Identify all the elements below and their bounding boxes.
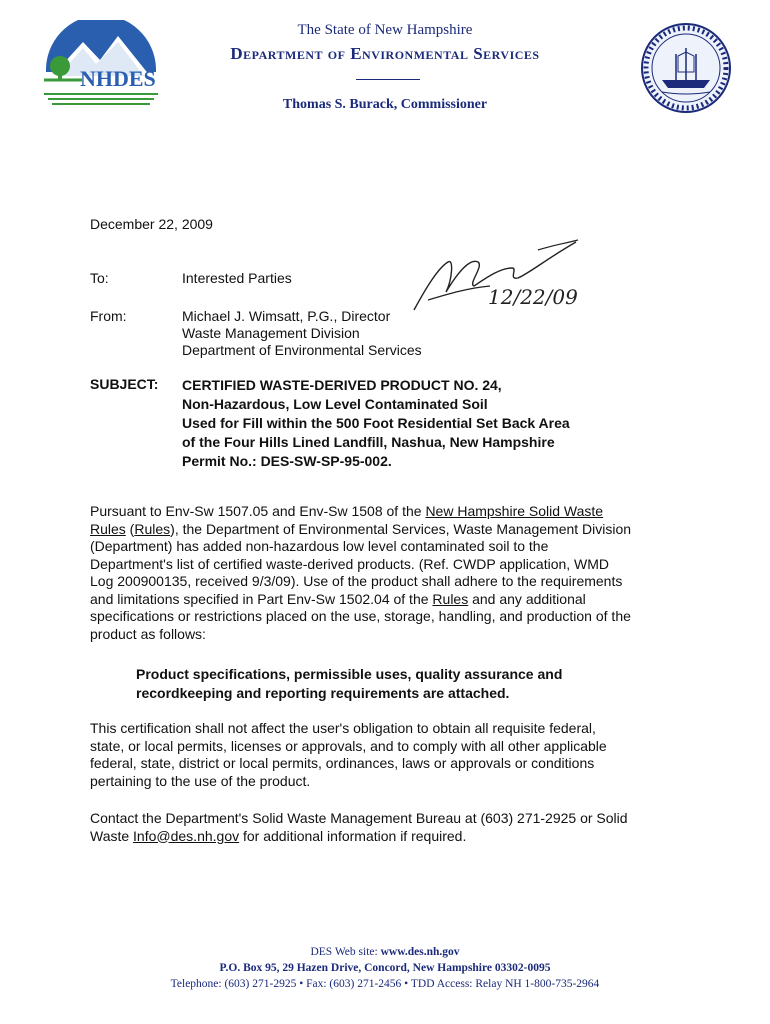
to-value: Interested Parties [182, 270, 292, 286]
from-line-1: Michael J. Wimsatt, P.G., Director [182, 308, 391, 324]
footer-website: DES Web site: www.des.nh.gov [310, 946, 460, 958]
from-label: From: [90, 308, 127, 324]
to-label: To: [90, 270, 109, 286]
rules-link-cont[interactable]: Rules [90, 520, 126, 537]
subject-label: SUBJECT: [90, 376, 159, 392]
rules-link-2[interactable]: Rules [432, 590, 469, 607]
state-heading: The State of New Hampshire [297, 22, 473, 38]
department-heading: Department of Environmental Services [230, 44, 540, 63]
subject-line-5: Permit No.: DES-SW-SP-95-002. [182, 453, 392, 469]
footer-address: P.O. Box 95, 29 Hazen Drive, Concord, New Hampshire 03302-0095 [219, 962, 551, 974]
subject-line-4: of the Four Hills Lined Landfill, Nashua, New Hampshire [182, 434, 555, 450]
paragraph-certification: This certification shall not affect the user's obligation to obtain all requisite federal, state, or local permits, licenses or approvals, and to comply with all other applicable federal, state, district or local permits, ordinances, laws or approvals or conditions pertaining to the use of the product. [90, 720, 607, 789]
logo-text: NHDES [80, 66, 156, 91]
subject-line-3: Used for Fill within the 500 Foot Residential Set Back Area [182, 415, 570, 431]
header-divider [356, 79, 420, 80]
subject-line-2: Non-Hazardous, Low Level Contaminated Soil [182, 396, 488, 412]
from-line-3: Department of Environmental Services [182, 342, 422, 358]
letter-date: December 22, 2009 [90, 216, 213, 232]
from-line-2: Waste Management Division [182, 325, 360, 341]
rules-link[interactable]: New Hampshire Solid Waste [425, 503, 604, 519]
footer-telephone: Telephone: (603) 271-2925 • Fax: (603) 271-2456 • TDD Access: Relay NH 1-800-735-2964 [170, 978, 600, 990]
attachments-callout: Product specifications, permissible uses, quality assurance and recordkeeping and reporting requirements are attached. [136, 666, 563, 701]
subject-block [182, 376, 570, 471]
paragraph-contact: Contact the Department's Solid Waste Management Bureau at (603) 271-2925 or Solid Waste Info@des.nh.gov for additional information if required. [90, 810, 628, 844]
signature-date: 12/22/09 [488, 285, 578, 309]
rules-abbrev-link[interactable]: Rules [134, 520, 171, 537]
commissioner-line: Thomas S. Burack, Commissioner [282, 97, 488, 112]
state-seal [640, 22, 732, 114]
subject-line-1: CERTIFIED WASTE-DERIVED PRODUCT NO. 24, [182, 377, 502, 393]
director-signature [408, 228, 588, 320]
paragraph-pursuant: Pursuant to Env-Sw 1507.05 and Env-Sw 1508 of the New Hampshire Solid Waste Rules (Rules), the Department of Environmental Services, Waste Management Division (Department) has added non-hazardous low level contaminated soil to the Department's list of certified waste-derived products. (Ref. CWDP application, WMD Log 200900135, received 9/3/09). Use of the product shall adhere to the requirements and limitations specified in Part Env-Sw 1502.04 of the Rules and any additional specifications or restrictions placed on the use, storage, handling, and production of the product as follows: [90, 503, 632, 642]
email-link[interactable]: Info@des.nh.gov [133, 827, 240, 844]
website-link[interactable]: www.des.nh.gov [380, 946, 460, 958]
